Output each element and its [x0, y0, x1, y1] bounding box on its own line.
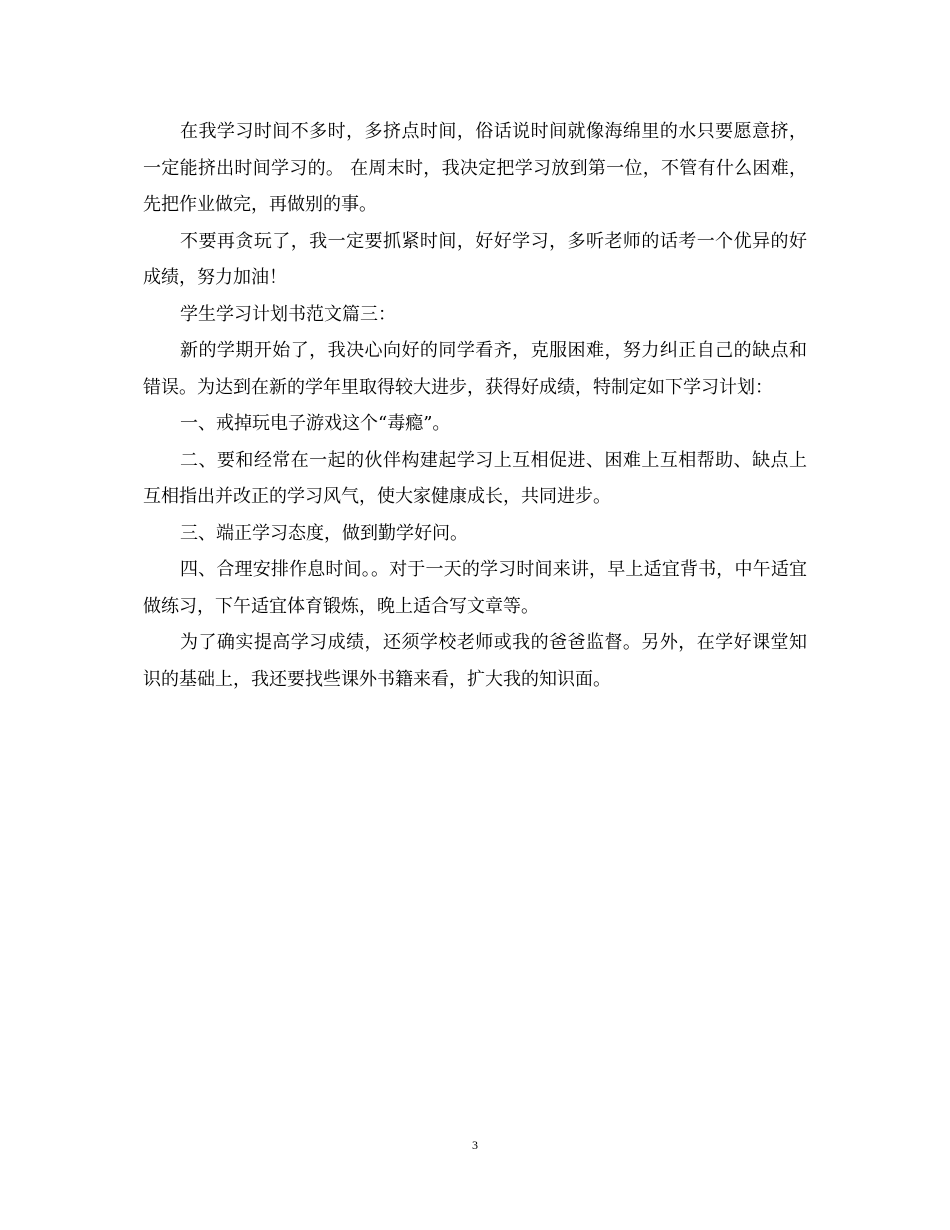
paragraph: 不要再贪玩了，我一定要抓紧时间，好好学习，多听老师的话考一个优异的好成绩，努力加油！: [143, 230, 807, 288]
list-item: 一、戒掉玩电子游戏这个“毒瘾”。: [180, 413, 451, 434]
list-item: 二、要和经常在一起的伙伴构建起学习上互相促进、困难上互相帮助、缺点上互相指出并改正的学习风气，使大家健康成长，共同进步。: [143, 449, 807, 507]
page-number: 3: [472, 1138, 478, 1152]
list-item: 三、端正学习态度，做到勤学好问。: [180, 522, 468, 544]
section-heading: 学生学习计划书范文篇三：: [180, 303, 396, 325]
paragraph: 为了确实提高学习成绩，还须学校老师或我的爸爸监督。另外，在学好课堂知识的基础上，我还要找些课外书籍来看，扩大我的知识面。: [143, 632, 807, 690]
document-body: [143, 114, 807, 698]
paragraph: 新的学期开始了，我决心向好的同学看齐，克服困难，努力纠正自己的缺点和错误。为达到在新的学年里取得较大进步，获得好成绩，特制定如下学习计划：: [143, 340, 807, 398]
list-item: 四、合理安排作息时间。。对于一天的学习时间来讲，早上适宜背书，中午适宜做练习，下午适宜体育锻炼，晚上适合写文章等。: [143, 559, 807, 617]
paragraph: 在我学习时间不多时，多挤点时间，俗话说时间就像海绵里的水只要愿意挤，一定能挤出时间学习的。 在周末时，我决定把学习放到第一位，不管有什么困难，先把作业做完，再做别的事。: [143, 121, 807, 215]
